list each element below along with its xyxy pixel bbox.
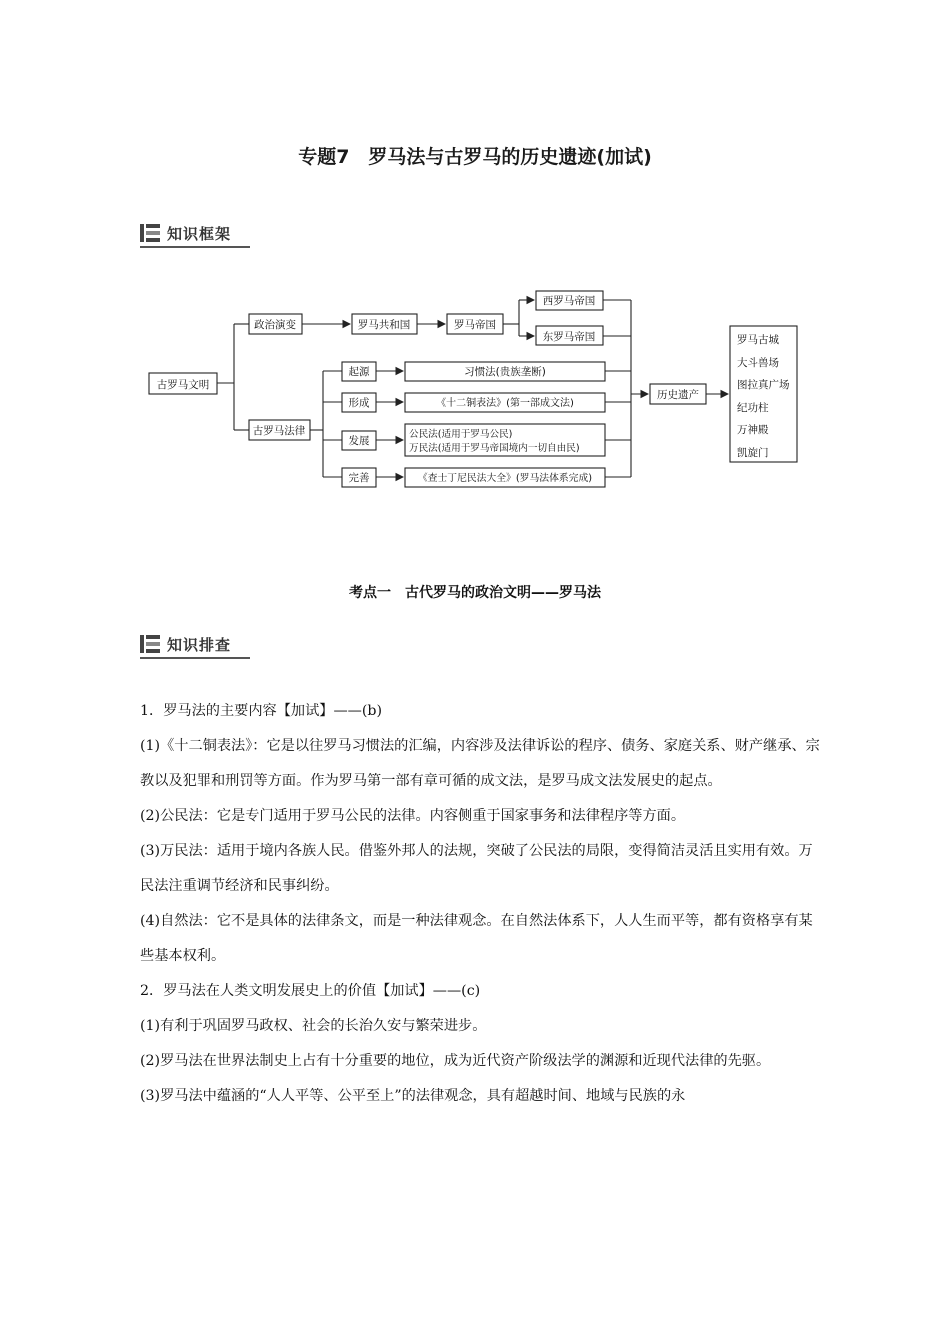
label-site-6: 凯旋门 xyxy=(737,447,769,459)
body-content xyxy=(140,694,820,1114)
label-site-4: 纪功柱 xyxy=(737,402,769,414)
label-west: 西罗马帝国 xyxy=(542,295,596,307)
label-dev-desc1: 公民法(适用于罗马公民) xyxy=(409,429,513,440)
label-stage-develop: 发展 xyxy=(348,435,370,447)
label-heritage: 历史遗产 xyxy=(657,389,699,401)
page-title: 专题7 罗马法与古罗马的历史遗迹(加试) xyxy=(298,146,652,168)
paragraph: (2)罗马法在世界法制史上占有十分重要的地位，成为近代资产阶级法学的渊源和近现代法律的先驱。 xyxy=(140,1053,771,1069)
label-republic: 罗马共和国 xyxy=(357,319,411,331)
label-political: 政治演变 xyxy=(254,319,296,331)
paragraph: (3)罗马法中蕴涵的“人人平等、公平至上”的法律观念，具有超越时间、地域与民族的永 xyxy=(140,1088,686,1104)
paragraph: (1)有利于巩固罗马政权、社会的长治久安与繁荣进步。 xyxy=(140,1018,487,1034)
knowledge-framework-diagram xyxy=(0,0,950,540)
label-dev-desc2: 万民法(适用于罗马帝国境内一切自由民) xyxy=(409,443,580,454)
label-law: 古罗马法律 xyxy=(252,425,306,437)
paragraph: 1．罗马法的主要内容【加试】——(b) xyxy=(140,703,382,719)
label-form-desc: 《十二铜表法》(第一部成文法) xyxy=(436,398,574,409)
section-bars-icon xyxy=(140,635,160,653)
label-site-1: 罗马古城 xyxy=(737,334,779,346)
section-label: 知识框架 xyxy=(167,225,232,243)
node-sites xyxy=(730,326,797,462)
label-empire: 罗马帝国 xyxy=(454,319,496,331)
label-origin-desc: 习惯法(贵族垄断) xyxy=(464,366,546,378)
paragraph: (2)公民法：它是专门适用于罗马公民的法律。内容侧重于国家事务和法律程序等方面。 xyxy=(140,808,686,824)
topic-subtitle: 考点一 古代罗马的政治文明——罗马法 xyxy=(349,585,601,601)
section-label: 知识排查 xyxy=(167,636,232,654)
label-stage-origin: 起源 xyxy=(348,366,370,378)
label-perfect-desc: 《查士丁尼民法大全》(罗马法体系完成) xyxy=(417,473,593,484)
paragraph: (1)《十二铜表法》：它是以往罗马习惯法的汇编，内容涉及法律诉讼的程序、债务、家庭关系、财产继承、宗教以及犯罪和刑罚等方面。作为罗马第一部有章可循的成文法，是罗马成文法发展史的起点。 xyxy=(140,738,820,789)
label-site-5: 万神殿 xyxy=(737,424,769,436)
label-stage-perfect: 完善 xyxy=(348,472,370,484)
paragraph: (3)万民法：适用于境内各族人民。借鉴外邦人的法规，突破了公民法的局限，变得简洁灵活且实用有效。万民法注重调节经济和民事纠纷。 xyxy=(140,843,813,894)
label-root: 古罗马文明 xyxy=(156,379,210,391)
label-site-3: 图拉真广场 xyxy=(737,379,790,391)
paragraph: 2．罗马法在人类文明发展史上的价值【加试】——(c) xyxy=(140,983,481,999)
label-east: 东罗马帝国 xyxy=(542,331,596,343)
label-site-2: 大斗兽场 xyxy=(737,357,779,369)
paragraph: (4)自然法：它不是具体的法律条文，而是一种法律观念。在自然法体系下，人人生而平等，都有资格享有某些基本权利。 xyxy=(140,913,813,964)
label-stage-form: 形成 xyxy=(348,397,370,409)
section-header-review xyxy=(140,633,250,659)
